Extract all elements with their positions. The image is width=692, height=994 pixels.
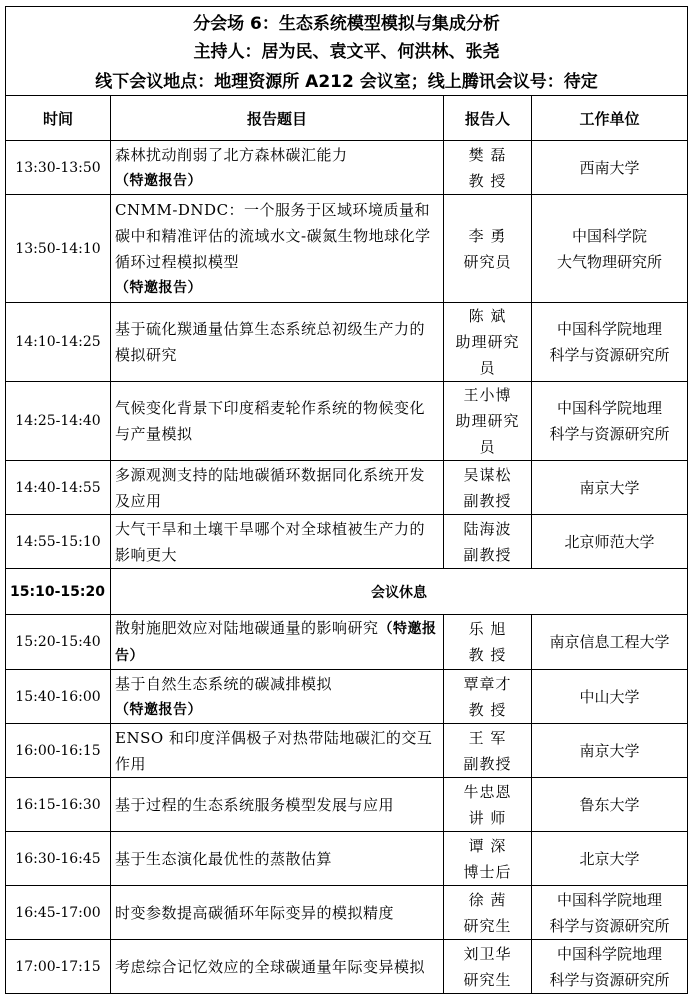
speaker-title: 教 授: [468, 646, 507, 664]
org-line-1: 北京师范大学: [564, 532, 655, 551]
invited-tag: （特邀报告）: [115, 172, 202, 189]
org-cell: [532, 141, 688, 195]
org-cell: [532, 615, 688, 670]
column-header-time: 时间: [6, 96, 111, 141]
table-row: [6, 886, 688, 940]
org-cell: [532, 461, 688, 515]
org-line-1: 中国科学院: [571, 226, 647, 245]
org-cell: [532, 670, 688, 724]
talk-time: 14:10-14:25: [6, 303, 111, 382]
table-row: [6, 303, 688, 382]
speaker-title: 副教授: [463, 754, 512, 773]
speaker-name: 刘卫华: [463, 944, 512, 963]
talk-title: 时变参数提高碳循环年际变异的模拟精度: [115, 903, 395, 922]
table-row: [6, 724, 688, 778]
session-hosts: 主持人：居为民、袁文平、何洪林、张尧: [6, 35, 688, 63]
talk-title-cell: [111, 940, 444, 994]
venue-row: [6, 63, 688, 96]
speaker-title: 研究员: [463, 252, 512, 271]
speaker-name: 王 军: [468, 728, 507, 747]
org-line-1: 南京大学: [579, 478, 640, 497]
break-row: [6, 569, 688, 615]
org-line-2: 科学与资源研究所: [549, 346, 670, 364]
talk-title-cell: [111, 886, 444, 940]
speaker-cell: [444, 615, 532, 670]
talk-time: 14:25-14:40: [6, 382, 111, 461]
table-row: [6, 670, 688, 724]
org-line-1: 中国科学院地理: [556, 890, 662, 909]
session-schedule-table: [5, 6, 688, 994]
org-cell: [532, 515, 688, 569]
speaker-title: 讲 师: [468, 808, 507, 827]
invited-tag: （特邀报告）: [115, 621, 437, 664]
speaker-name: 牛忠恩: [463, 782, 512, 801]
speaker-title: 研究生: [463, 970, 512, 989]
speaker-cell: [444, 382, 532, 461]
talk-title-cell: [111, 461, 444, 515]
talk-time: 14:55-15:10: [6, 515, 111, 569]
invited-tag: （特邀报告）: [115, 701, 202, 718]
talk-title: 大气干旱和土壤干旱哪个对全球植被生产力的影响更大: [115, 519, 426, 564]
speaker-name: 吴谋松: [463, 465, 512, 484]
speaker-cell: [444, 724, 532, 778]
org-cell: [532, 195, 688, 303]
talk-title: 气候变化背景下印度稻麦轮作系统的物候变化与产量模拟: [115, 399, 426, 443]
speaker-name: 陈 斌: [468, 307, 507, 325]
speaker-name: 覃章才: [463, 674, 512, 693]
org-cell: [532, 724, 688, 778]
hosts-row: [6, 35, 688, 63]
table-row: [6, 615, 688, 670]
speaker-title: 助理研究员: [455, 412, 520, 456]
org-line-1: 南京信息工程大学: [549, 633, 670, 651]
talk-time: 16:15-16:30: [6, 778, 111, 832]
org-cell: [532, 778, 688, 832]
talk-time: 17:00-17:15: [6, 940, 111, 994]
speaker-title: 助理研究员: [455, 333, 520, 377]
speaker-cell: [444, 886, 532, 940]
speaker-name: 徐 茜: [468, 890, 507, 909]
table-row: [6, 515, 688, 569]
speaker-name: 李 勇: [468, 226, 507, 245]
column-header-org: 工作单位: [532, 96, 688, 141]
org-cell: [532, 886, 688, 940]
speaker-name: 樊 磊: [468, 145, 507, 164]
speaker-cell: [444, 515, 532, 569]
talk-time: 16:45-17:00: [6, 886, 111, 940]
talk-title: 基于生态演化最优性的蒸散估算: [115, 849, 333, 868]
column-header-speaker: 报告人: [444, 96, 532, 141]
org-cell: [532, 832, 688, 886]
session-venue: 线下会议地点：地理资源所 A212 会议室；线上腾讯会议号：待定: [6, 63, 688, 96]
org-line-2: 大气物理研究所: [556, 252, 662, 271]
org-cell: [532, 940, 688, 994]
session-title-row: [6, 7, 688, 36]
talk-title: 基于硫化羰通量估算生态系统总初级生产力的模拟研究: [115, 320, 426, 364]
speaker-cell: [444, 940, 532, 994]
invited-tag: （特邀报告）: [115, 279, 202, 296]
talk-time: 16:30-16:45: [6, 832, 111, 886]
talk-title-cell: [111, 615, 444, 670]
talk-title: 散射施肥效应对陆地碳通量的影响研究: [115, 619, 379, 637]
column-header-row: [6, 96, 688, 141]
talk-title: 森林扰动削弱了北方森林碳汇能力: [115, 145, 348, 164]
speaker-cell: [444, 303, 532, 382]
speaker-cell: [444, 141, 532, 195]
talk-title: CNMM-DNDC：一个服务于区域环境质量和碳中和精准评估的流域水文-碳氮生物地球化学循环过程模拟模型: [115, 200, 431, 271]
speaker-name: 乐 旭: [468, 620, 507, 638]
speaker-name: 王小博: [463, 386, 512, 404]
speaker-title: 副教授: [463, 545, 512, 564]
break-label: 会议休息: [111, 569, 688, 615]
talk-title: 考虑综合记忆效应的全球碳通量年际变异模拟: [115, 957, 426, 976]
talk-title-cell: [111, 832, 444, 886]
talk-title-cell: [111, 778, 444, 832]
speaker-name: 谭 深: [468, 836, 507, 855]
talk-title-cell: [111, 195, 444, 303]
table-row: [6, 195, 688, 303]
speaker-cell: [444, 461, 532, 515]
speaker-title: 教 授: [468, 700, 507, 719]
talk-time: 15:40-16:00: [6, 670, 111, 724]
table-row: [6, 940, 688, 994]
table-row: [6, 832, 688, 886]
talk-title: ENSO 和印度洋偶极子对热带陆地碳汇的交互作用: [115, 728, 433, 773]
speaker-title: 博士后: [463, 862, 512, 881]
talk-time: 16:00-16:15: [6, 724, 111, 778]
org-line-1: 中国科学院地理: [556, 399, 662, 417]
org-line-2: 科学与资源研究所: [549, 425, 670, 443]
talk-title-cell: [111, 515, 444, 569]
org-line-1: 北京大学: [579, 849, 640, 868]
org-line-1: 中国科学院地理: [556, 944, 662, 963]
speaker-title: 教 授: [468, 171, 507, 190]
speaker-title: 副教授: [463, 491, 512, 510]
talk-time: 15:20-15:40: [6, 615, 111, 670]
org-line-2: 科学与资源研究所: [549, 916, 670, 935]
speaker-cell: [444, 670, 532, 724]
org-line-2: 科学与资源研究所: [549, 970, 670, 989]
talk-title: 基于过程的生态系统服务模型发展与应用: [115, 795, 395, 814]
speaker-cell: [444, 778, 532, 832]
table-row: [6, 382, 688, 461]
talk-time: 14:40-14:55: [6, 461, 111, 515]
break-time: 15:10-15:20: [6, 569, 111, 615]
org-cell: [532, 303, 688, 382]
column-header-title: 报告题目: [111, 96, 444, 141]
talk-title-cell: [111, 382, 444, 461]
table-row: [6, 778, 688, 832]
table-row: [6, 141, 688, 195]
speaker-name: 陆海波: [463, 519, 512, 538]
org-line-1: 南京大学: [579, 741, 640, 760]
table-row: [6, 461, 688, 515]
talk-title-cell: [111, 303, 444, 382]
talk-title-cell: [111, 670, 444, 724]
talk-title-cell: [111, 141, 444, 195]
talk-title-cell: [111, 724, 444, 778]
org-line-1: 西南大学: [579, 158, 640, 177]
talk-time: 13:30-13:50: [6, 141, 111, 195]
org-line-1: 鲁东大学: [579, 795, 640, 814]
speaker-cell: [444, 195, 532, 303]
org-cell: [532, 382, 688, 461]
talk-title: 基于自然生态系统的碳减排模拟: [115, 674, 333, 693]
org-line-1: 中国科学院地理: [556, 320, 662, 338]
speaker-cell: [444, 832, 532, 886]
speaker-title: 研究生: [463, 916, 512, 935]
talk-title: 多源观测支持的陆地碳循环数据同化系统开发及应用: [115, 465, 426, 510]
session-title: 分会场 6：生态系统模型模拟与集成分析: [6, 7, 688, 36]
talk-time: 13:50-14:10: [6, 195, 111, 303]
org-line-1: 中山大学: [579, 687, 640, 706]
